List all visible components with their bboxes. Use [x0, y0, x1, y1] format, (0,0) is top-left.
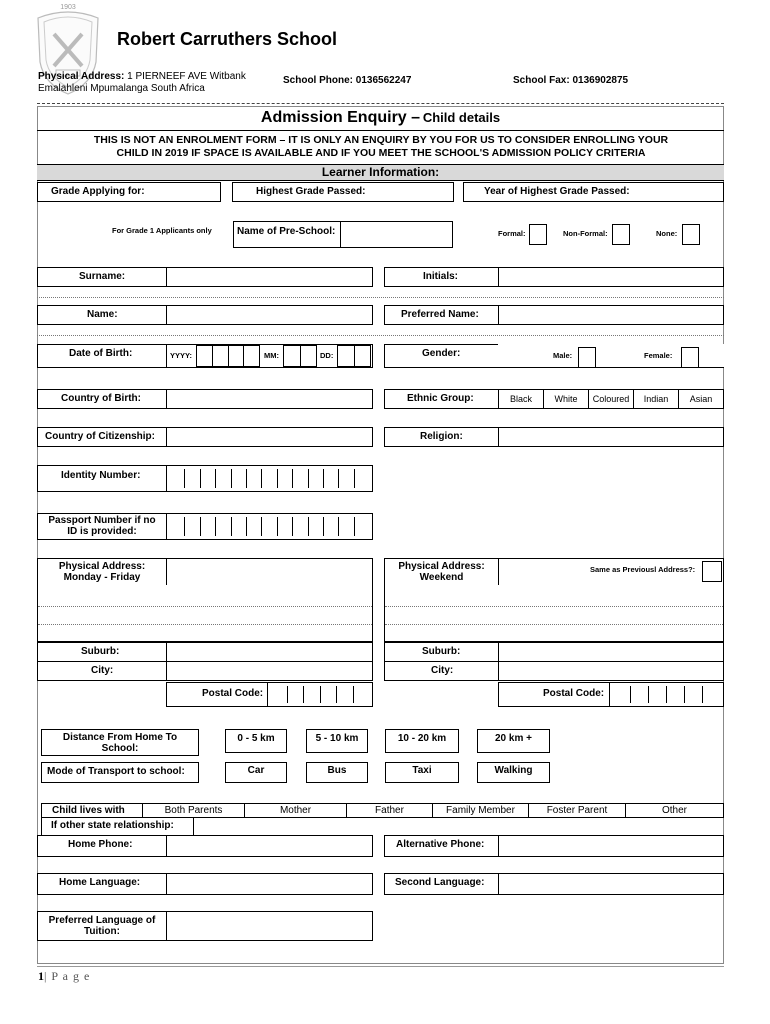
country-birth-label: Country of Birth: [61, 393, 141, 404]
city-label: City: [91, 665, 114, 676]
second-language-input[interactable] [498, 873, 724, 895]
suburb-label: Suburb: [81, 646, 120, 657]
home-phone-input[interactable] [166, 835, 373, 857]
school-name: Robert Carruthers School [117, 29, 338, 49]
transport-option-bus[interactable]: Bus [306, 762, 368, 783]
school-address: Physical Address: 1 PIERNEEF AVE Witbank Emalahleni Mpumalanga South Africa [38, 71, 246, 94]
distance-option-20-plus[interactable]: 20 km + [477, 729, 550, 753]
distance-option-5-10[interactable]: 5 - 10 km [306, 729, 368, 753]
dob-dd-label: DD: [320, 351, 334, 360]
title-rule [37, 130, 724, 131]
non-formal-checkbox[interactable] [612, 224, 630, 245]
same-address-checkbox[interactable] [702, 561, 722, 582]
frame-top-rule [37, 103, 724, 104]
none-label: None: [656, 229, 678, 238]
transport-option-walking[interactable]: Walking [477, 762, 550, 783]
name-label: Name: [87, 309, 118, 320]
dob-year-cells[interactable] [196, 345, 260, 367]
lives-with-family-member[interactable]: Family Member [432, 803, 529, 818]
alt-phone-label: Alternative Phone: [396, 839, 485, 850]
city-input[interactable] [166, 661, 373, 681]
lives-with-foster-parent[interactable]: Foster Parent [528, 803, 626, 818]
pref-language-input[interactable] [166, 911, 373, 941]
home-language-label: Home Language: [59, 877, 141, 888]
postal-code-cells[interactable] [267, 682, 373, 707]
distance-option-10-20[interactable]: 10 - 20 km [385, 729, 459, 753]
phys-weekday-lines-input[interactable] [37, 585, 373, 642]
name-input[interactable] [166, 305, 373, 325]
weekend-suburb-label: Suburb: [422, 646, 461, 657]
preschool-label: Name of Pre-School: [237, 226, 336, 237]
dob-yyyy-label: YYYY: [170, 351, 192, 360]
home-phone-label: Home Phone: [68, 839, 133, 850]
gender-label: Gender: [422, 348, 461, 359]
preferred-name-input[interactable] [498, 305, 724, 325]
lives-with-label: Child lives with [52, 805, 125, 816]
country-birth-input[interactable] [166, 389, 373, 409]
postal-code-label: Postal Code: [202, 688, 264, 699]
footer-rule [37, 966, 724, 967]
weekend-city-label: City: [431, 665, 454, 676]
phys-weekday-line1-input[interactable] [166, 558, 373, 586]
dob-label: Date of Birth: [69, 348, 133, 359]
dob-day-cells[interactable] [337, 345, 371, 367]
other-state-label: If other state relationship: [51, 820, 174, 831]
enrolment-notice: THIS IS NOT AN ENROLMENT FORM – IT IS ONLY AN ENQUIRY BY YOU FOR US TO CONSIDER ENROLLING YOUR CHILD IN 2019 IF SPACE IS AVAILABLE AND IF YOU MEET THE SCHOOL'S ADMISSION POLICY CRITERIA [93, 134, 669, 159]
page-footer: 1| P a g e [38, 969, 91, 983]
dob-month-cells[interactable] [283, 345, 317, 367]
same-address-label: Same as Previousl Address?: [590, 565, 696, 574]
religion-label: Religion: [420, 431, 463, 442]
female-label: Female: [644, 351, 673, 360]
weekend-suburb-input[interactable] [498, 642, 724, 662]
ethnic-option-coloured[interactable]: Coloured [588, 389, 634, 409]
phys-weekend-lines-input[interactable] [384, 585, 724, 642]
crest-year: 1903 [60, 4, 76, 11]
ethnic-label: Ethnic Group: [407, 393, 474, 404]
surname-label: Surname: [79, 271, 126, 282]
lives-with-father[interactable]: Father [346, 803, 433, 818]
lives-with-other[interactable]: Other [625, 803, 724, 818]
ethnic-option-white[interactable]: White [543, 389, 589, 409]
preferred-name-label: Preferred Name: [401, 309, 479, 320]
religion-input[interactable] [498, 427, 724, 447]
transport-label: Mode of Transport to school: [47, 766, 185, 777]
school-fax: School Fax: 0136902875 [513, 75, 629, 86]
passport-number-cells[interactable] [166, 513, 373, 540]
initials-label: Initials: [423, 271, 459, 282]
formal-checkbox[interactable] [529, 224, 547, 245]
ethnic-option-black[interactable]: Black [498, 389, 544, 409]
formal-label: Formal: [498, 229, 526, 238]
lives-with-mother[interactable]: Mother [244, 803, 347, 818]
weekend-postal-code-cells[interactable] [609, 682, 724, 707]
lives-with-both-parents[interactable]: Both Parents [142, 803, 245, 818]
passport-label: Passport Number if no ID is provided: [48, 515, 156, 537]
male-label: Male: [553, 351, 573, 360]
second-language-label: Second Language: [395, 877, 485, 888]
citizenship-input[interactable] [166, 427, 373, 447]
surname-input[interactable] [166, 267, 373, 287]
alt-phone-input[interactable] [498, 835, 724, 857]
distance-label: Distance From Home To School: [62, 732, 178, 754]
highest-grade-label: Highest Grade Passed: [256, 186, 366, 197]
identity-label: Identity Number: [61, 470, 141, 481]
weekend-postal-code-label: Postal Code: [543, 688, 605, 699]
section-header-learner: Learner Information: [37, 164, 724, 181]
ethnic-option-indian[interactable]: Indian [633, 389, 679, 409]
dob-mm-label: MM: [264, 351, 279, 360]
pref-language-label: Preferred Language of Tuition: [48, 915, 156, 937]
male-checkbox[interactable] [578, 347, 596, 368]
initials-input[interactable] [498, 267, 724, 287]
female-checkbox[interactable] [681, 347, 699, 368]
citizenship-label: Country of Citizenship: [45, 431, 155, 442]
non-formal-label: Non-Formal: [563, 229, 608, 238]
phys-weekday-label: Physical Address: Monday - Friday [58, 561, 146, 583]
home-language-input[interactable] [166, 873, 373, 895]
suburb-input[interactable] [166, 642, 373, 662]
identity-number-cells[interactable] [166, 465, 373, 492]
transport-option-car[interactable]: Car [225, 762, 287, 783]
school-phone: School Phone: 0136562247 [283, 75, 412, 86]
grade1-only-note: For Grade 1 Applicants only [112, 226, 212, 235]
none-checkbox[interactable] [682, 224, 700, 245]
year-highest-grade-label: Year of Highest Grade Passed: [484, 186, 630, 197]
transport-option-taxi[interactable]: Taxi [385, 762, 459, 783]
grade-applying-label: Grade Applying for: [51, 186, 145, 197]
phys-weekend-label: Physical Address: Weekend [398, 561, 485, 583]
weekend-city-input[interactable] [498, 661, 724, 681]
distance-option-0-5[interactable]: 0 - 5 km [225, 729, 287, 753]
form-title: Admission Enquiry – Child details [260, 109, 501, 126]
ethnic-option-asian[interactable]: Asian [678, 389, 724, 409]
